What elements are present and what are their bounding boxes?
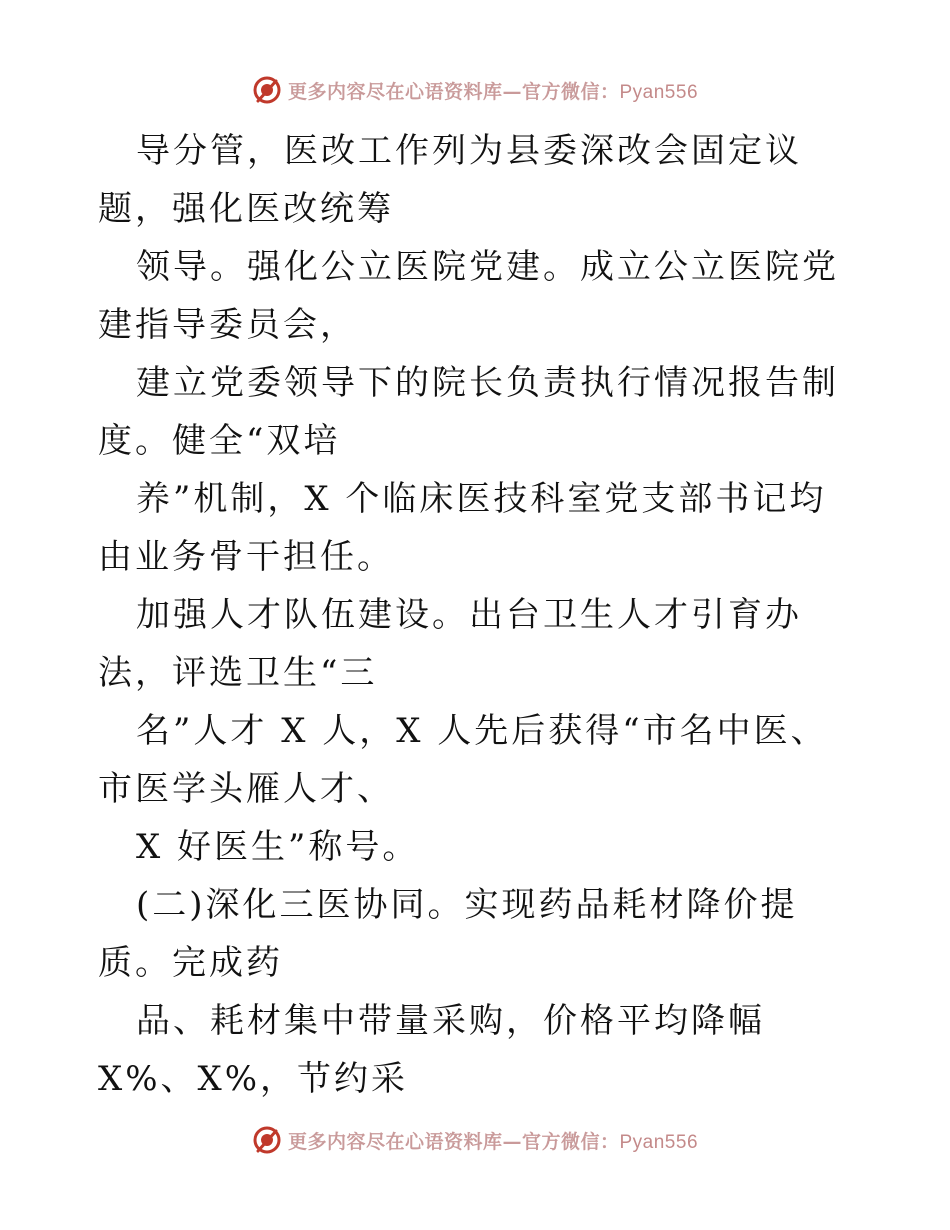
- paragraph-7: X 好医生”称号。: [136, 827, 420, 867]
- header-watermark: [0, 72, 950, 108]
- paragraph-3: 建立党委领导下的院长负责执行情况报告制度。健全“双培: [98, 363, 839, 461]
- document-body: [98, 122, 858, 1108]
- watermark-id: Pyan556: [619, 1131, 699, 1153]
- paragraph-8: (二)深化三医协同。实现药品耗材降价提质。完成药: [98, 885, 798, 983]
- pen-logo-icon: [252, 1125, 282, 1155]
- watermark-id: Pyan556: [619, 81, 699, 103]
- paragraph-5: 加强人才队伍建设。出台卫生人才引育办法，评选卫生“三: [98, 595, 802, 693]
- paragraph-1: 导分管，医改工作列为县委深改会固定议题，强化医改统筹: [98, 131, 802, 229]
- footer-watermark: [0, 1122, 950, 1158]
- paragraph-9: 品、耗材集中带量采购，价格平均降幅 X%、X%，节约采: [98, 1001, 765, 1099]
- paragraph-4: 养”机制，X 个临床医技科室党支部书记均由业务骨干担任。: [98, 479, 827, 577]
- pen-logo-icon: [252, 75, 282, 105]
- paragraph-6: 名”人才 X 人，X 人先后获得“市名中医、市医学头雁人才、: [98, 711, 828, 809]
- watermark-text: 更多内容尽在心语资料库—官方微信：Pyan556: [287, 1130, 699, 1153]
- paragraph-2: 领导。强化公立医院党建。成立公立医院党建指导委员会，: [98, 247, 839, 345]
- watermark-text: 更多内容尽在心语资料库—官方微信：Pyan556: [287, 80, 699, 103]
